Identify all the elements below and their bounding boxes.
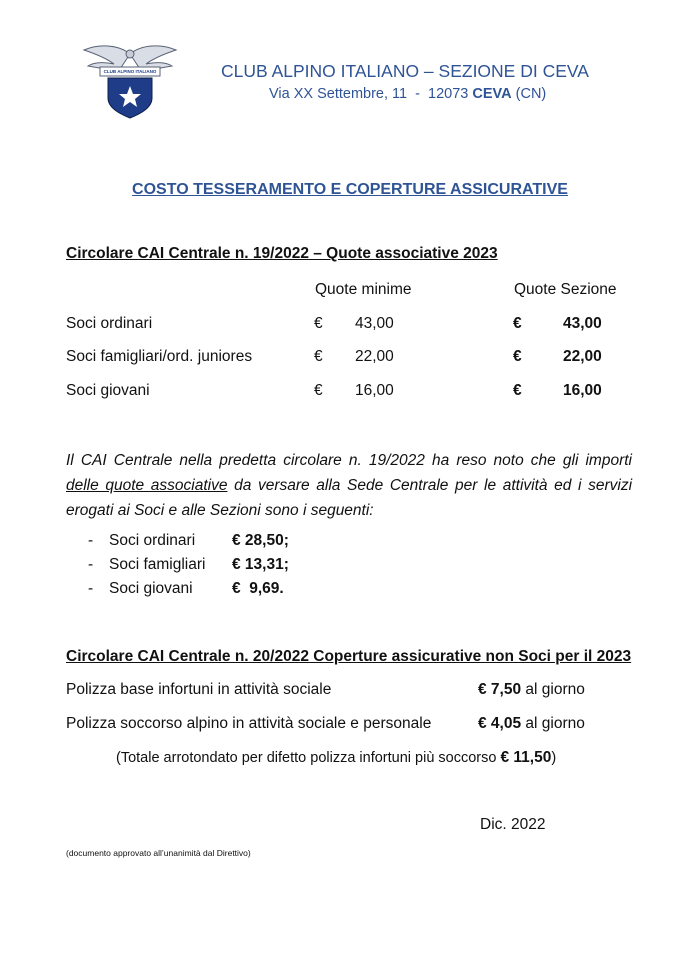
logo-banner-text: CLUB ALPINO ITALIANO [103, 69, 157, 74]
fee-min-value: 43,00 [355, 315, 394, 332]
paragraph-text-start: Il CAI Centrale nella predetta circolare n. 19/2022 ha reso noto che gli importi [66, 452, 632, 469]
euro-sign: € [513, 348, 522, 365]
fee-row-label: Soci ordinari [66, 315, 153, 332]
insurance-amount: € 7,50 [478, 681, 522, 698]
fee-min-value: 22,00 [355, 348, 394, 365]
paragraph-underlined-text: delle quote associative [66, 477, 228, 494]
section1-heading: Circolare CAI Centrale n. 19/2022 – Quote associative 2023 [66, 245, 498, 262]
euro-sign: € [314, 382, 323, 399]
list-item-amount: € 28,50; [232, 532, 289, 549]
list-item-label: Soci ordinari [109, 532, 196, 549]
approval-footnote: (documento approvato all’unanimità dal Direttivo) [66, 848, 251, 858]
insurance-row-label: Polizza soccorso alpino in attività sociale e personale [66, 715, 432, 732]
fee-section-value: 22,00 [563, 348, 602, 365]
insurance-unit: al giorno [521, 681, 585, 698]
explanatory-paragraph [66, 448, 632, 523]
address-city: CEVA [472, 86, 512, 102]
column-header-quote-sezione: Quote Sezione [514, 281, 617, 298]
document-date: Dic. 2022 [480, 816, 546, 833]
total-note-close: ) [551, 750, 557, 766]
org-name: CLUB ALPINO ITALIANO – SEZIONE DI CEVA [221, 61, 589, 81]
list-item-label: Soci famigliari [109, 556, 206, 573]
column-header-quote-minime: Quote minime [315, 281, 412, 298]
list-item-amount: € 9,69. [232, 580, 284, 597]
fee-section-value: 16,00 [563, 382, 602, 399]
document-title: COSTO TESSERAMENTO E COPERTURE ASSICURATIVE [132, 181, 568, 198]
insurance-unit: al giorno [521, 715, 585, 732]
insurance-row-price [478, 715, 585, 733]
euro-sign: € [314, 348, 323, 365]
fee-row-label: Soci famigliari/ord. juniores [66, 348, 253, 365]
list-item-label: Soci giovani [109, 580, 193, 597]
insurance-total-note [116, 749, 556, 767]
cai-logo [80, 40, 180, 120]
fee-section-value: 43,00 [563, 315, 602, 332]
eagle-shield-icon [80, 40, 180, 120]
section2-heading: Circolare CAI Centrale n. 20/2022 Coperture assicurative non Soci per il 2023 [66, 648, 632, 665]
address-street: Via XX Settembre, 11 - 12073 [269, 86, 473, 102]
fee-min-value: 16,00 [355, 382, 394, 399]
euro-sign: € [513, 315, 522, 332]
org-address [269, 86, 546, 102]
euro-sign: € [513, 382, 522, 399]
total-note-text: (Totale arrotondato per difetto polizza infortuni più soccorso [116, 750, 501, 766]
insurance-amount: € 4,05 [478, 715, 522, 732]
insurance-row-price [478, 681, 585, 699]
total-amount: € 11,50 [500, 749, 552, 766]
address-province: (CN) [511, 86, 547, 102]
paragraph-text-end: da versare alla Sede Centrale per le attività ed i servizi erogati ai Soci e alle Sezioni sono i seguenti: [66, 477, 633, 519]
euro-sign: € [314, 315, 323, 332]
fee-row-label: Soci giovani [66, 382, 150, 399]
list-bullet: - [88, 556, 94, 573]
list-bullet: - [88, 532, 94, 549]
list-bullet: - [88, 580, 94, 597]
insurance-row-label: Polizza base infortuni in attività sociale [66, 681, 332, 698]
list-item-amount: € 13,31; [232, 556, 289, 573]
